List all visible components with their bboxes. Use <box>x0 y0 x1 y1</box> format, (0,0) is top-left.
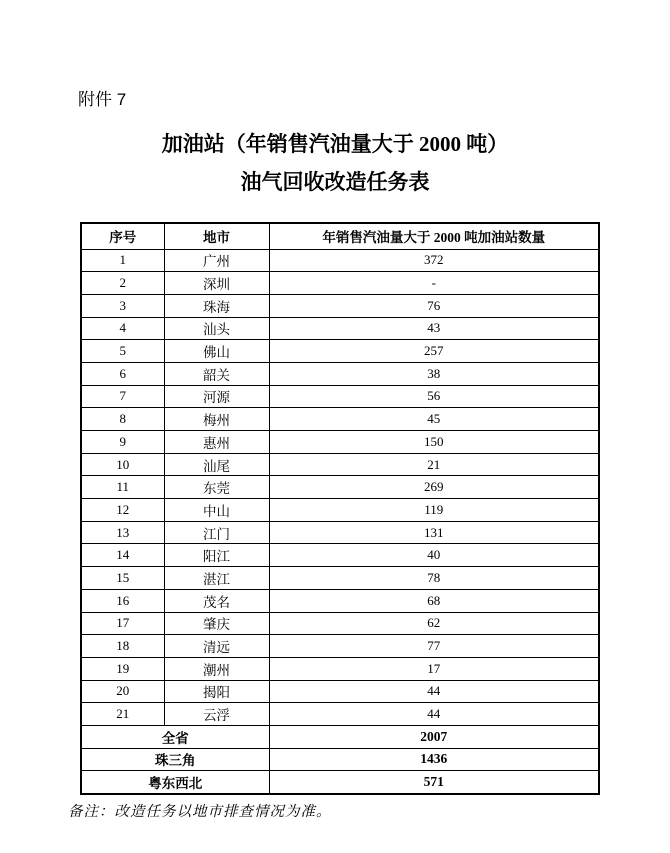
row-city-cell: 河源 <box>164 385 269 408</box>
row-count-cell: 17 <box>269 657 599 680</box>
col-header-city: 地市 <box>164 223 269 249</box>
summary-value-cell: 1436 <box>269 748 599 771</box>
row-index-cell: 16 <box>81 589 164 612</box>
row-count-cell: 21 <box>269 453 599 476</box>
row-city-cell: 汕尾 <box>164 453 269 476</box>
summary-label-cell: 粤东西北 <box>81 771 269 794</box>
row-city-cell: 揭阳 <box>164 680 269 703</box>
table-row <box>81 453 599 476</box>
row-city-cell: 汕头 <box>164 317 269 340</box>
task-table <box>80 222 600 795</box>
summary-value-cell: 2007 <box>269 725 599 748</box>
row-index-cell: 5 <box>81 340 164 363</box>
table-row <box>81 567 599 590</box>
table-row <box>81 340 599 363</box>
table-row <box>81 476 599 499</box>
table-row <box>81 612 599 635</box>
table-header <box>81 223 599 249</box>
row-index-cell: 21 <box>81 703 164 726</box>
table-summary <box>81 725 599 793</box>
table-row <box>81 635 599 658</box>
row-city-cell: 梅州 <box>164 408 269 431</box>
summary-row <box>81 748 599 771</box>
row-count-cell: 257 <box>269 340 599 363</box>
row-city-cell: 深圳 <box>164 272 269 295</box>
table-row <box>81 589 599 612</box>
row-index-cell: 9 <box>81 431 164 454</box>
row-city-cell: 江门 <box>164 521 269 544</box>
table-row <box>81 703 599 726</box>
row-city-cell: 佛山 <box>164 340 269 363</box>
row-index-cell: 10 <box>81 453 164 476</box>
document-title <box>0 125 670 201</box>
row-city-cell: 广州 <box>164 249 269 272</box>
row-count-cell: 56 <box>269 385 599 408</box>
table-header-row <box>81 223 599 249</box>
row-count-cell: 38 <box>269 362 599 385</box>
row-index-cell: 18 <box>81 635 164 658</box>
row-count-cell: 62 <box>269 612 599 635</box>
row-count-cell: 372 <box>269 249 599 272</box>
table-row <box>81 408 599 431</box>
row-index-cell: 1 <box>81 249 164 272</box>
row-index-cell: 8 <box>81 408 164 431</box>
row-city-cell: 湛江 <box>164 567 269 590</box>
col-header-index: 序号 <box>81 223 164 249</box>
row-count-cell: 40 <box>269 544 599 567</box>
row-count-cell: 76 <box>269 294 599 317</box>
table-row <box>81 499 599 522</box>
row-index-cell: 4 <box>81 317 164 340</box>
row-index-cell: 19 <box>81 657 164 680</box>
row-city-cell: 东莞 <box>164 476 269 499</box>
row-city-cell: 中山 <box>164 499 269 522</box>
table-body <box>81 249 599 725</box>
row-count-cell: - <box>269 272 599 295</box>
row-index-cell: 7 <box>81 385 164 408</box>
table-row <box>81 272 599 295</box>
row-count-cell: 44 <box>269 680 599 703</box>
row-index-cell: 6 <box>81 362 164 385</box>
row-city-cell: 韶关 <box>164 362 269 385</box>
table-row <box>81 317 599 340</box>
row-index-cell: 2 <box>81 272 164 295</box>
table-row <box>81 680 599 703</box>
row-count-cell: 150 <box>269 431 599 454</box>
col-header-count: 年销售汽油量大于 2000 吨加油站数量 <box>269 223 599 249</box>
summary-value-cell: 571 <box>269 771 599 794</box>
row-count-cell: 43 <box>269 317 599 340</box>
row-city-cell: 阳江 <box>164 544 269 567</box>
footnote: 备注：改造任务以地市排查情况为准。 <box>68 803 332 820</box>
table-row <box>81 544 599 567</box>
row-count-cell: 68 <box>269 589 599 612</box>
row-count-cell: 269 <box>269 476 599 499</box>
row-count-cell: 44 <box>269 703 599 726</box>
row-count-cell: 45 <box>269 408 599 431</box>
row-index-cell: 15 <box>81 567 164 590</box>
row-index-cell: 12 <box>81 499 164 522</box>
row-count-cell: 78 <box>269 567 599 590</box>
row-city-cell: 云浮 <box>164 703 269 726</box>
summary-row <box>81 771 599 794</box>
row-index-cell: 11 <box>81 476 164 499</box>
summary-label-cell: 珠三角 <box>81 748 269 771</box>
row-index-cell: 14 <box>81 544 164 567</box>
table-row <box>81 294 599 317</box>
document-title-line1: 加油站（年销售汽油量大于 2000 吨） <box>161 132 509 156</box>
table-row <box>81 657 599 680</box>
row-city-cell: 茂名 <box>164 589 269 612</box>
row-count-cell: 119 <box>269 499 599 522</box>
table-row <box>81 249 599 272</box>
row-count-cell: 77 <box>269 635 599 658</box>
table-row <box>81 431 599 454</box>
summary-row <box>81 725 599 748</box>
row-city-cell: 潮州 <box>164 657 269 680</box>
row-index-cell: 13 <box>81 521 164 544</box>
row-count-cell: 131 <box>269 521 599 544</box>
row-index-cell: 17 <box>81 612 164 635</box>
table-row <box>81 385 599 408</box>
row-index-cell: 20 <box>81 680 164 703</box>
row-index-cell: 3 <box>81 294 164 317</box>
summary-label-cell: 全省 <box>81 725 269 748</box>
table-row <box>81 521 599 544</box>
row-city-cell: 珠海 <box>164 294 269 317</box>
row-city-cell: 清远 <box>164 635 269 658</box>
attachment-label: 附件 7 <box>78 90 127 109</box>
table-row <box>81 362 599 385</box>
document-title-line2: 油气回收改造任务表 <box>240 170 430 194</box>
row-city-cell: 惠州 <box>164 431 269 454</box>
row-city-cell: 肇庆 <box>164 612 269 635</box>
